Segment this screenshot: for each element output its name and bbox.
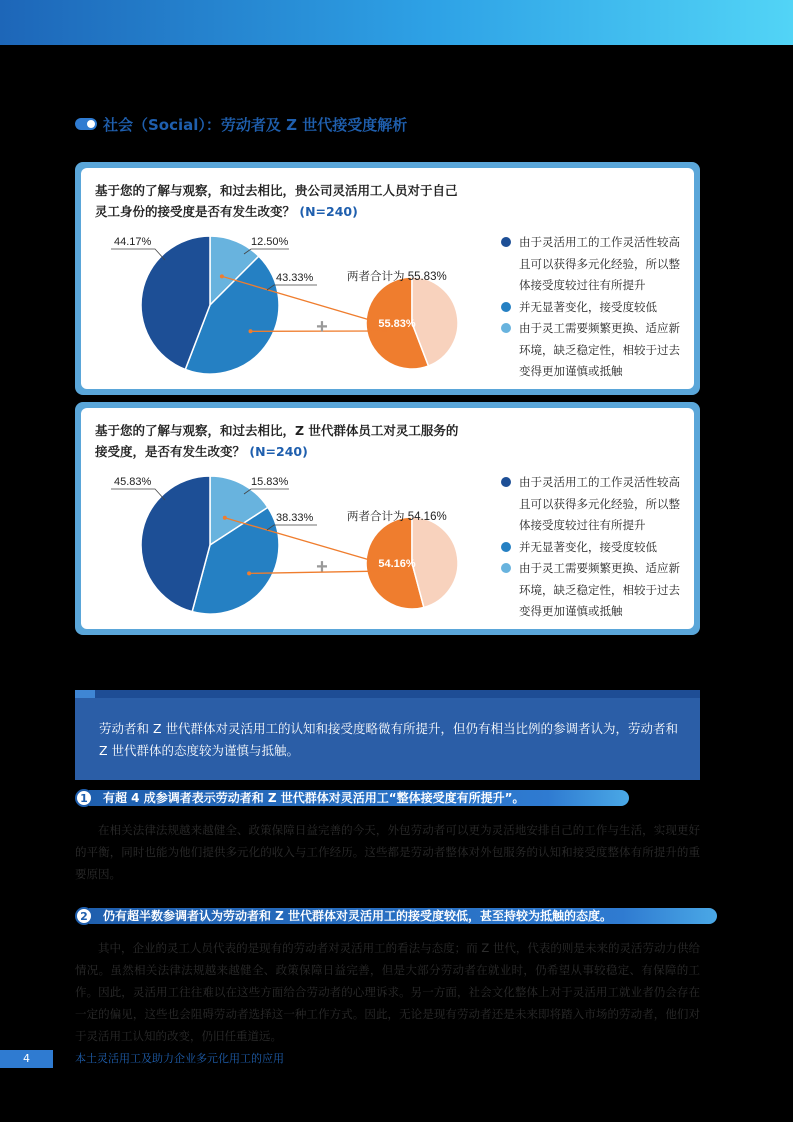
pie-label-no-change: 43.33% <box>276 272 314 284</box>
leader-line <box>111 489 165 500</box>
legend-item-resistant <box>501 558 686 623</box>
summary-top-bar <box>75 690 700 698</box>
connector-dot <box>247 571 251 575</box>
point-title-1: 有超 4 成参调者表示劳动者和 Z 世代群体对灵活用工“整体接受度有所提升”。 <box>89 790 629 806</box>
summary-box <box>75 690 700 780</box>
section-header <box>75 112 407 136</box>
legend-item-resistant <box>501 318 686 383</box>
legend-label: 由于灵工需要频繁更换、适应新环境，缺乏稳定性，相较于过去变得更加谨慎或抵触 <box>519 321 680 378</box>
pie-label-no-change: 38.33% <box>276 512 314 524</box>
legend-label: 由于灵活用工的工作灵活性较高且可以获得多元化经验，所以整体接受度较过往有所提升 <box>519 235 680 292</box>
pie-label-improved: 44.17% <box>114 236 152 248</box>
legend-label: 由于灵工需要频繁更换、适应新环境，缺乏稳定性，相较于过去变得更加谨慎或抵触 <box>519 561 680 618</box>
legend-dot-icon <box>501 542 511 552</box>
summary-text: 劳动者和 Z 世代群体对灵活用工的认知和接受度略微有所提升，但仍有相当比例的参调者认为，劳动者和 Z 世代群体的态度较为谨慎与抵触。 <box>99 721 679 758</box>
survey-card-1 <box>75 162 700 395</box>
paragraph-2: 其中，企业的灵工人员代表的是现有的劳动者对灵活用工的看法与态度；而 Z 世代，代表的则是未来的灵活劳动力供给情况。虽然相关法律法规越来越健全、政策保障日益完善，但是大部分劳动者在就业时，仍希望从事较稳定、有保障的工作。因此，灵活用工往往难以在这些方面给合劳动者的心理诉求。另一方面，社会文化整体上对于灵活用工就业者仍会存在一定的偏见，这些也会阻碍劳动者选择这一种工作方式。因此，无论是现有劳动者还是未来即将踏入市场的劳动者，他们对于灵活用工认知的改变，仍旧任重道远。 <box>75 941 700 1043</box>
legend-dot-icon <box>501 237 511 247</box>
question-1-text: 基于您的了解与观察，和过去相比，贵公司灵活用工人员对于自己灵工身份的接受度是否有发生改变？ <box>95 183 458 219</box>
legend-dot-icon <box>501 323 511 333</box>
legend-dot-icon <box>501 477 511 487</box>
legend-label: 由于灵活用工的工作灵活性较高且可以获得多元化经验，所以整体接受度较过往有所提升 <box>519 475 680 532</box>
point-number-2: 2 <box>75 907 93 925</box>
legend-item-improved <box>501 232 686 297</box>
connector-dot <box>223 516 227 520</box>
pie-label-improved: 45.83% <box>114 476 152 488</box>
legend-1 <box>501 232 686 383</box>
legend-2 <box>501 472 686 623</box>
key-point-1 <box>75 789 629 807</box>
legend-label: 并无显著变化，接受度较低 <box>519 299 657 314</box>
legend-dot-icon <box>501 563 511 573</box>
paragraph-1: 在相关法律法规越来越健全、政策保障日益完善的今天，外包劳动者可以更为灵活地安排自己的工作与生活，实现更好的平衡，同时也能为他们提供多元化的收入与工作经历。这些都是劳动者整体对外包服务的认知和接受度整体有所提升的重要原因。 <box>75 823 700 881</box>
leader-line <box>111 249 165 260</box>
legend-item-no-change <box>501 297 686 319</box>
combined-value: 54.16% <box>378 558 416 570</box>
question-2-text: 基于您的了解与观察，和过去相比，Z 世代群体员工对灵工服务的接受度，是否有发生改变？ <box>95 423 459 459</box>
combined-label: 两者合计为 55.83% <box>347 271 447 283</box>
legend-label: 并无显著变化，接受度较低 <box>519 539 657 554</box>
point-number-1: 1 <box>75 789 93 807</box>
combined-label: 两者合计为 54.16% <box>347 511 447 523</box>
connector-dot <box>249 329 253 333</box>
page-number: 4 <box>0 1050 53 1068</box>
connector-dot <box>220 274 224 278</box>
footer-title: 本土灵活用工及助力企业多元化用工的应用 <box>75 1052 284 1065</box>
question-2-n: (N=240) <box>249 444 308 459</box>
survey-card-2 <box>75 402 700 635</box>
legend-item-improved <box>501 472 686 537</box>
key-point-2 <box>75 907 717 925</box>
pie-label-resistant: 15.83% <box>251 476 289 488</box>
section-title: 社会（Social）：劳动者及 Z 世代接受度解析 <box>103 115 408 134</box>
toggle-icon <box>75 118 97 130</box>
pie-label-resistant: 12.50% <box>251 236 289 248</box>
top-banner <box>0 0 793 45</box>
combined-value: 55.83% <box>378 318 416 330</box>
question-1-n: (N=240) <box>299 204 358 219</box>
legend-item-no-change <box>501 537 686 559</box>
plus-icon: + <box>316 556 328 578</box>
legend-dot-icon <box>501 302 511 312</box>
plus-icon: + <box>316 316 328 338</box>
point-title-2: 仍有超半数参调者认为劳动者和 Z 世代群体对灵活用工的接受度较低，甚至持较为抵触的态度。 <box>89 908 717 924</box>
